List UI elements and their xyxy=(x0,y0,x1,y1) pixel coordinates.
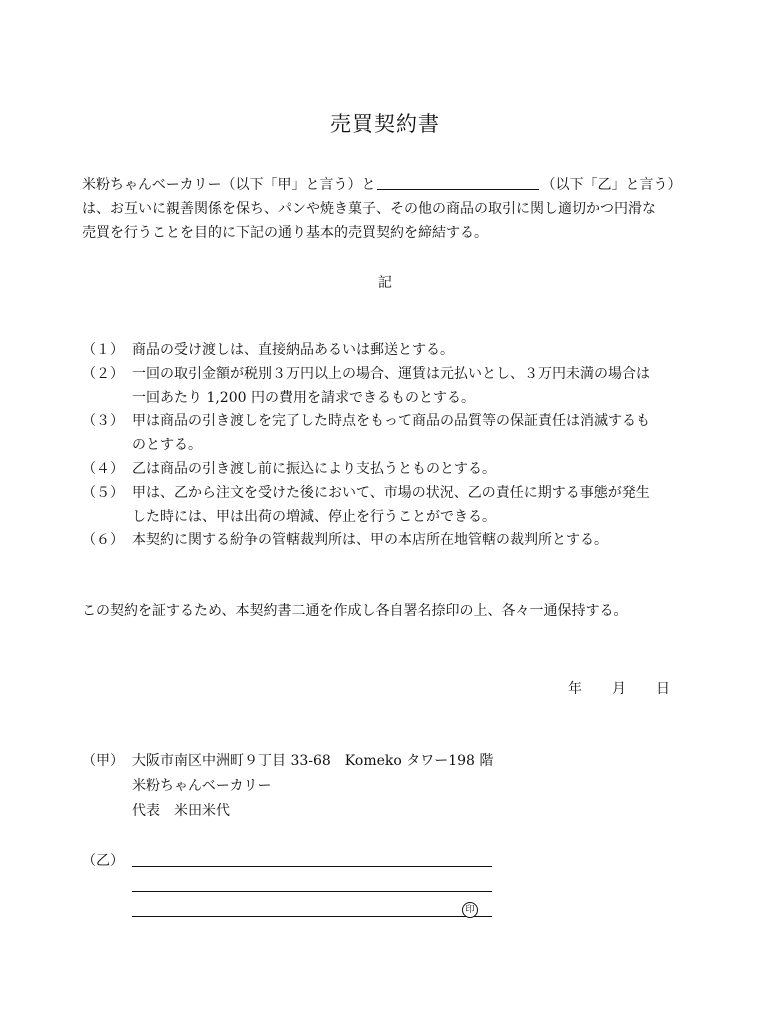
clause-number: （１） xyxy=(82,342,124,358)
intro-line-1 xyxy=(82,173,682,197)
date-month-label: 月 xyxy=(612,681,626,697)
clause-line: 本契約に関する紛争の管轄裁判所は、甲の本店所在地管轄の裁判所とする。 xyxy=(132,532,608,549)
party-b-name-blank[interactable] xyxy=(377,175,539,190)
clause-number: （５） xyxy=(82,484,124,501)
party-a-representative: 代表 米田米代 xyxy=(132,803,230,819)
clause-line: 商品の受け渡しは、直接納品あるいは郵送とする。 xyxy=(132,342,454,358)
party-a-block xyxy=(82,749,493,824)
clause-line: 一回の取引金額が税別３万円以上の場合、運賃は元払いとし、３万円未満の場合は xyxy=(132,365,650,382)
clause-number: （４） xyxy=(82,460,124,477)
clause-number: （２） xyxy=(82,365,124,382)
clause-text xyxy=(132,339,682,363)
intro-line-3: 売買を行うことを目的に下記の通り基本的売買契約を締結する。 xyxy=(82,225,488,241)
ki-heading: 記 xyxy=(378,275,392,291)
party-a-address: 大阪市南区中洲町９丁目 33-68 Komeko タワー198 階 xyxy=(132,753,494,769)
party-b-representative-line[interactable] xyxy=(132,916,492,917)
date-day-label: 日 xyxy=(656,681,670,697)
clause-number: （６） xyxy=(82,532,124,549)
clause-text xyxy=(132,458,682,482)
closing-statement: この契約を証するため、本契約書二通を作成し各自署名捺印の上、各々一通保持する。 xyxy=(82,603,628,619)
clause-text xyxy=(132,482,682,530)
clause-6 xyxy=(82,529,682,553)
intro-line-1-after: （以下「乙」と言う） xyxy=(541,177,682,193)
clause-line: した時には、甲は出荷の増減、停止を行うことができる。 xyxy=(132,508,496,525)
party-b-label: （乙） xyxy=(82,853,124,869)
clause-number: （３） xyxy=(82,413,124,430)
clause-line: 甲は、乙から注文を受けた後において、市場の状況、乙の責任に期する事態が発生 xyxy=(132,484,650,501)
document-title: 売買契約書 xyxy=(330,112,440,136)
clause-5 xyxy=(82,482,682,530)
clause-2 xyxy=(82,363,682,411)
clause-4 xyxy=(82,458,682,482)
clause-3 xyxy=(82,410,682,458)
clause-line: 乙は商品の引き渡し前に振込により支払うとものとする。 xyxy=(132,460,496,477)
clause-line: 一回あたり 1,200 円の費用を請求できるものとする。 xyxy=(132,389,475,406)
intro-line-2: は、お互いに親善関係を保ち、パンや焼き菓子、その他の商品の取引に関し適切かつ円滑な xyxy=(82,201,656,217)
date-line xyxy=(568,678,670,698)
date-year-label: 年 xyxy=(568,681,582,697)
clause-line: のとする。 xyxy=(132,437,202,454)
party-b-company-line[interactable] xyxy=(132,891,492,892)
intro-line-1-before: 米粉ちゃんベーカリー（以下「甲」と言う）と xyxy=(82,177,376,193)
clause-line: 甲は商品の引き渡しを完了した時点をもって商品の品質等の保証責任は消滅するも xyxy=(132,413,650,430)
clause-1 xyxy=(82,339,682,363)
party-a-label: （甲） xyxy=(82,753,124,769)
clause-list xyxy=(82,339,682,553)
intro-paragraph xyxy=(82,173,682,245)
clause-text xyxy=(132,410,682,458)
clause-text xyxy=(132,529,682,553)
party-b-address-line[interactable] xyxy=(132,866,492,867)
seal-mark-icon: 印 xyxy=(462,902,478,918)
party-a-company: 米粉ちゃんベーカリー xyxy=(132,778,272,794)
clause-text xyxy=(132,363,682,411)
